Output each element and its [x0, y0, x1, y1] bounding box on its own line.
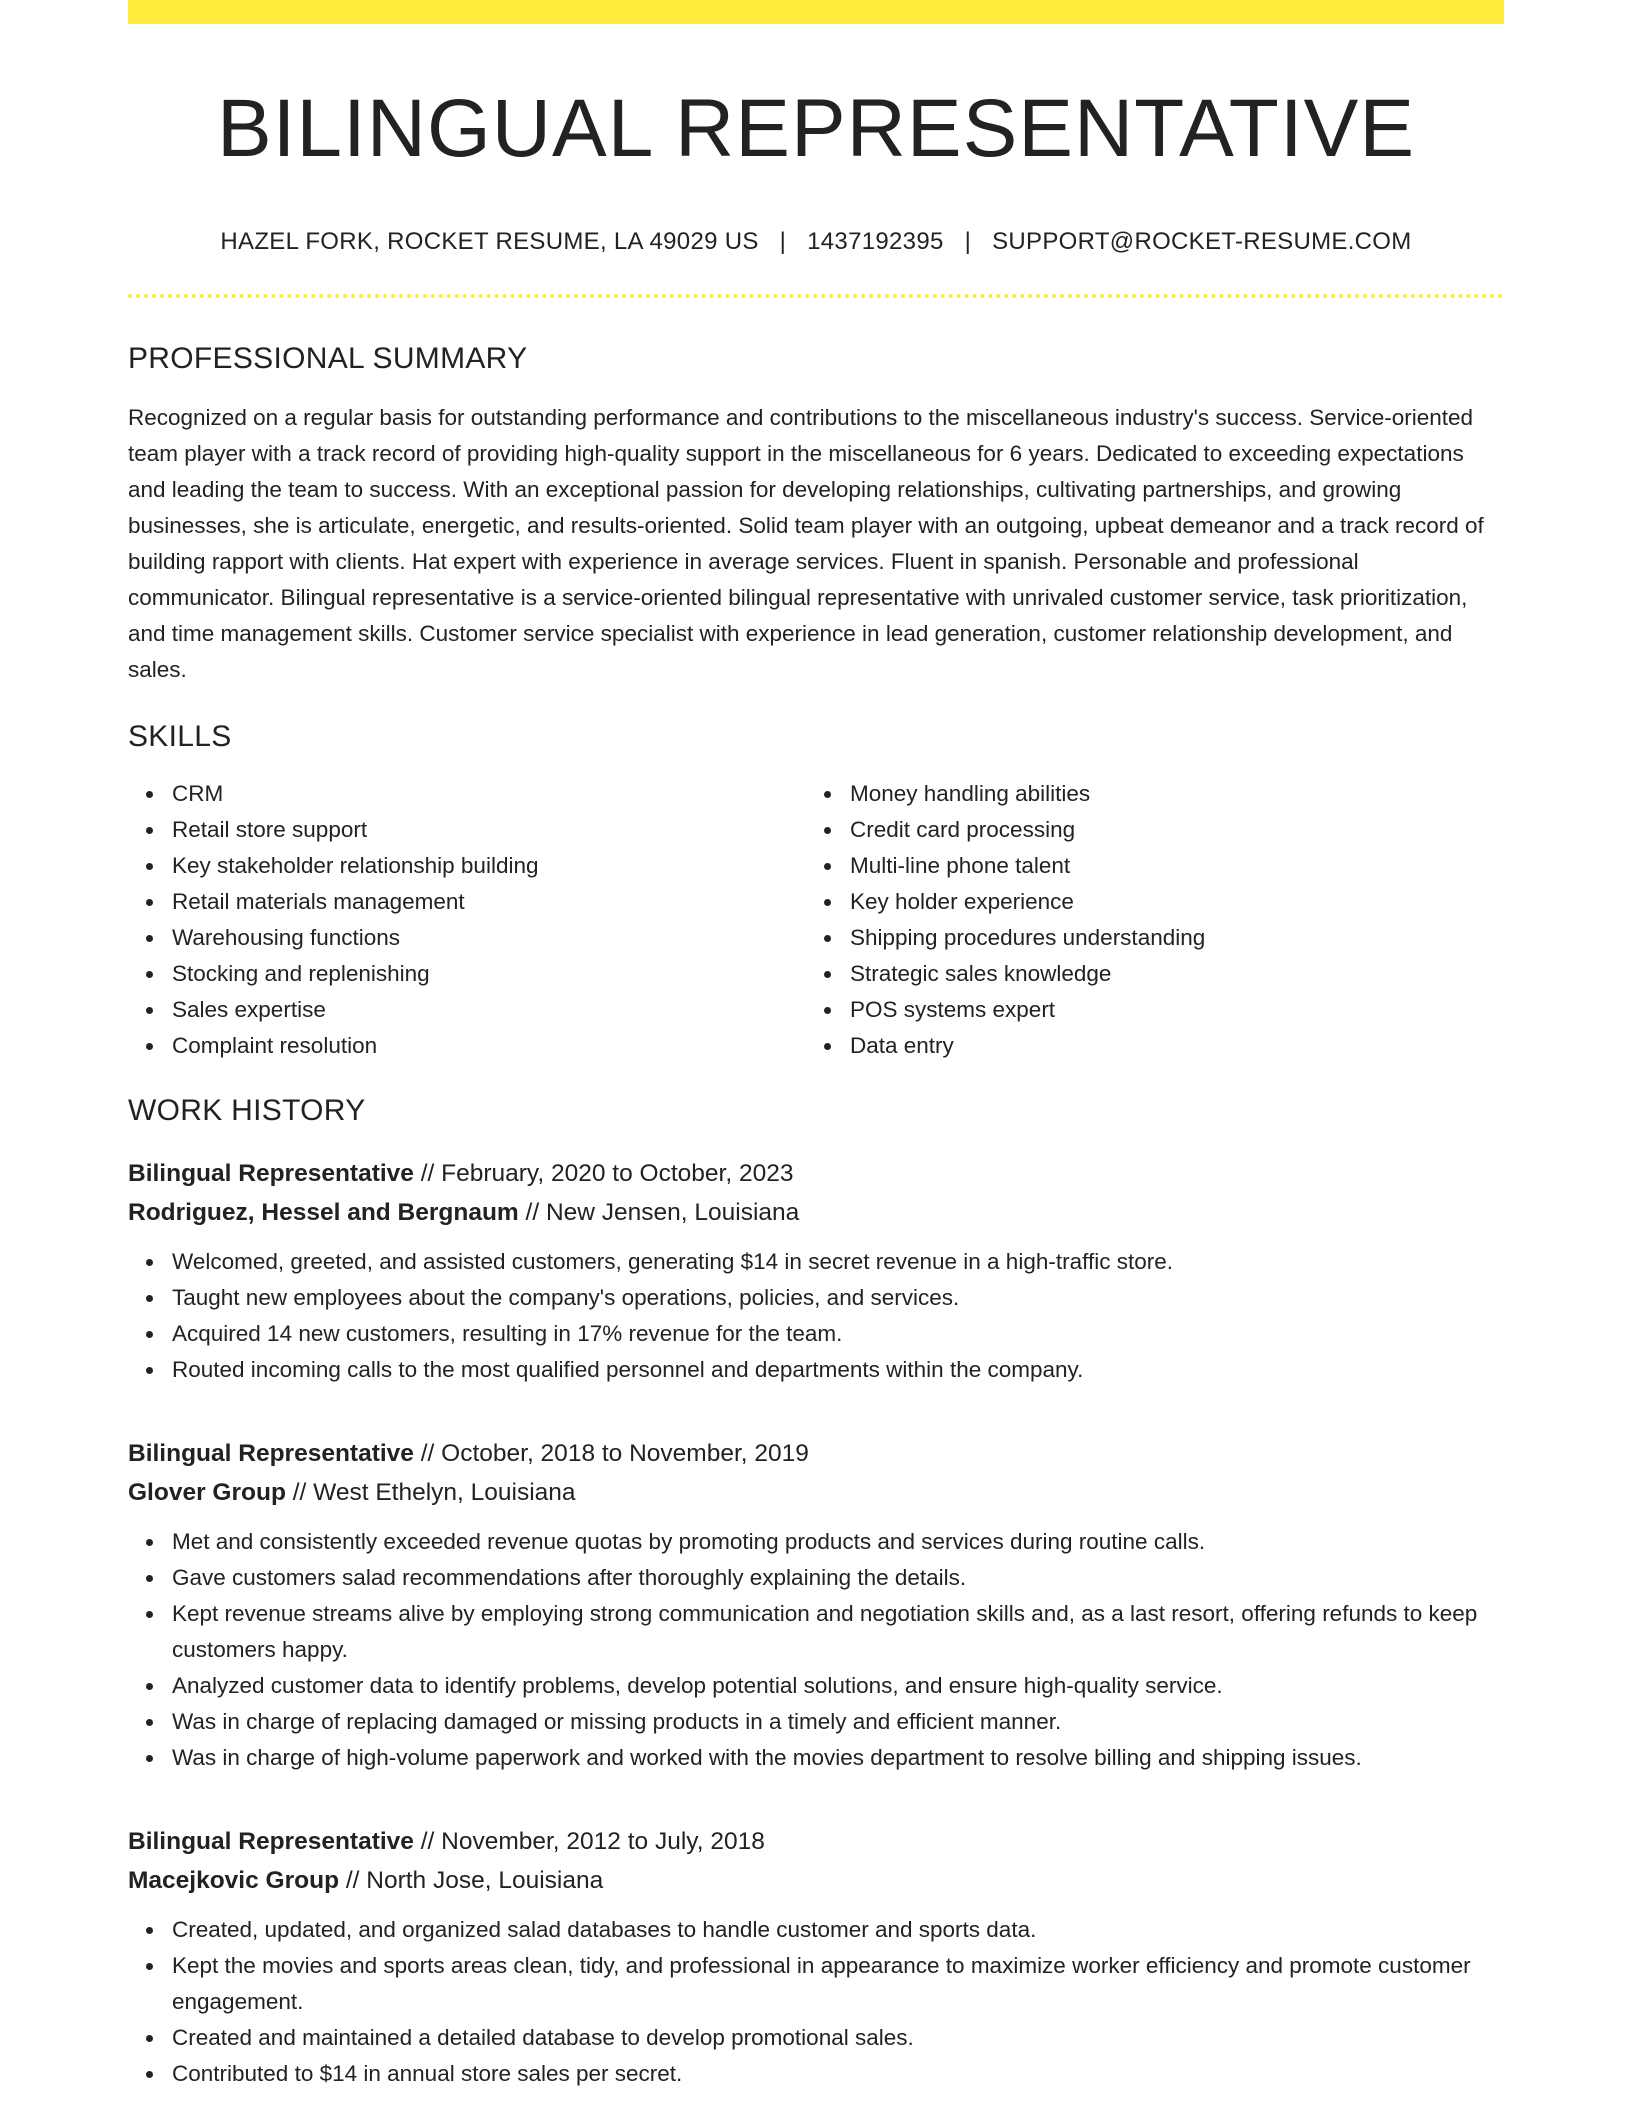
skill-item: Stocking and replenishing — [172, 956, 806, 992]
job-company-line — [128, 1473, 1504, 1512]
skill-item: Money handling abilities — [850, 776, 1484, 812]
skills-column-right — [806, 776, 1484, 1064]
job-bullets — [128, 1912, 1504, 2092]
summary-text: Recognized on a regular basis for outstanding performance and contributions to the miscellaneous industry's success. Service-oriented team player with a track record of providing high-quality support in the miscellaneous for 6 years. Dedicated to exceeding expectations and leading the team to success. With an exceptional passion for developing relationships, cultivating partnerships, and growing businesses, she is articulate, energetic, and results-oriented. Solid team player with an outgoing, upbeat demeanor and a track record of building rapport with clients. Hat expert with experience in average services. Fluent in spanish. Personable and professional communicator. Bilingual representative is a service-oriented bilingual representative with unrivaled customer service, task prioritization, and time management skills. Customer service specialist with experience in lead generation, customer relationship development, and sales. — [128, 405, 1484, 683]
skill-item: Credit card processing — [850, 812, 1484, 848]
job-bullet: Gave customers salad recommendations after thoroughly explaining the details. — [172, 1560, 1504, 1596]
job-company: Rodriguez, Hessel and Bergnaum — [128, 1199, 519, 1227]
skill-item: Warehousing functions — [172, 920, 806, 956]
job-title-line — [128, 1434, 1504, 1473]
job-bullet: Routed incoming calls to the most qualified personnel and departments within the company. — [172, 1352, 1504, 1388]
skill-item: CRM — [172, 776, 806, 812]
job-title-line — [128, 1154, 1504, 1193]
resume-page — [128, 0, 1504, 2092]
candidate-name: BILINGUAL REPRESENTATIVE — [216, 83, 1416, 174]
job-entry — [128, 1822, 1504, 2092]
job-bullet: Welcomed, greeted, and assisted customers, generating $14 in secret revenue in a high-traffic store. — [172, 1244, 1504, 1280]
skill-item: Retail materials management — [172, 884, 806, 920]
job-role: Bilingual Representative — [128, 1828, 414, 1856]
job-role: Bilingual Representative — [128, 1440, 414, 1468]
job-company-line — [128, 1861, 1504, 1900]
contact-separator: | — [964, 228, 972, 256]
skills-list — [128, 776, 1504, 1064]
contact-email: SUPPORT@ROCKET-RESUME.COM — [992, 228, 1412, 256]
job-company: Glover Group — [128, 1479, 286, 1507]
skill-item: Strategic sales knowledge — [850, 956, 1484, 992]
job-entry — [128, 1154, 1504, 1388]
skill-item: Data entry — [850, 1028, 1484, 1064]
work-history-heading: WORK HISTORY — [128, 1094, 366, 1128]
job-bullet: Was in charge of replacing damaged or missing products in a timely and efficient manner. — [172, 1704, 1504, 1740]
dotted-divider — [128, 294, 1504, 298]
job-location: // New Jensen, Louisiana — [518, 1199, 800, 1227]
job-bullet: Was in charge of high-volume paperwork and worked with the movies department to resolve billing and shipping issues. — [172, 1740, 1504, 1776]
job-bullet: Contributed to $14 in annual store sales per secret. — [172, 2056, 1504, 2092]
job-bullets — [128, 1244, 1504, 1388]
skill-item: Key stakeholder relationship building — [172, 848, 806, 884]
skills-column-left — [128, 776, 806, 1064]
job-bullet: Met and consistently exceeded revenue quotas by promoting products and services during routine calls. — [172, 1524, 1504, 1560]
job-bullets — [128, 1524, 1504, 1776]
job-role: Bilingual Representative — [128, 1160, 414, 1188]
contact-separator: | — [779, 228, 787, 256]
accent-top-bar — [128, 0, 1504, 24]
skill-item: Key holder experience — [850, 884, 1484, 920]
job-title-line — [128, 1822, 1504, 1861]
job-company: Macejkovic Group — [128, 1867, 340, 1895]
contact-line — [128, 228, 1504, 256]
contact-phone: 1437192395 — [807, 228, 944, 256]
skill-item: Complaint resolution — [172, 1028, 806, 1064]
skill-item: Shipping procedures understanding — [850, 920, 1484, 956]
summary-heading: PROFESSIONAL SUMMARY — [128, 342, 528, 376]
job-location: // North Jose, Louisiana — [339, 1867, 604, 1895]
contact-address: HAZEL FORK, ROCKET RESUME, LA 49029 US — [220, 228, 759, 256]
job-bullet: Created, updated, and organized salad databases to handle customer and sports data. — [172, 1912, 1504, 1948]
job-bullet: Created and maintained a detailed database to develop promotional sales. — [172, 2020, 1504, 2056]
skill-item: Retail store support — [172, 812, 806, 848]
skills-heading: SKILLS — [128, 720, 232, 754]
job-company-line — [128, 1193, 1504, 1232]
job-bullet: Kept revenue streams alive by employing strong communication and negotiation skills and, as a last resort, offering refunds to keep customers happy. — [172, 1596, 1504, 1668]
skill-item: Multi-line phone talent — [850, 848, 1484, 884]
job-dates: // October, 2018 to November, 2019 — [413, 1440, 809, 1468]
job-bullet: Kept the movies and sports areas clean, tidy, and professional in appearance to maximize worker efficiency and promote customer engagement. — [172, 1948, 1504, 2020]
job-bullet: Analyzed customer data to identify problems, develop potential solutions, and ensure high-quality service. — [172, 1668, 1504, 1704]
job-bullet: Acquired 14 new customers, resulting in 17% revenue for the team. — [172, 1316, 1504, 1352]
job-bullet: Taught new employees about the company's operations, policies, and services. — [172, 1280, 1504, 1316]
job-dates: // February, 2020 to October, 2023 — [413, 1160, 794, 1188]
job-entry — [128, 1434, 1504, 1776]
job-dates: // November, 2012 to July, 2018 — [413, 1828, 765, 1856]
skill-item: POS systems expert — [850, 992, 1484, 1028]
job-location: // West Ethelyn, Louisiana — [285, 1479, 576, 1507]
skill-item: Sales expertise — [172, 992, 806, 1028]
